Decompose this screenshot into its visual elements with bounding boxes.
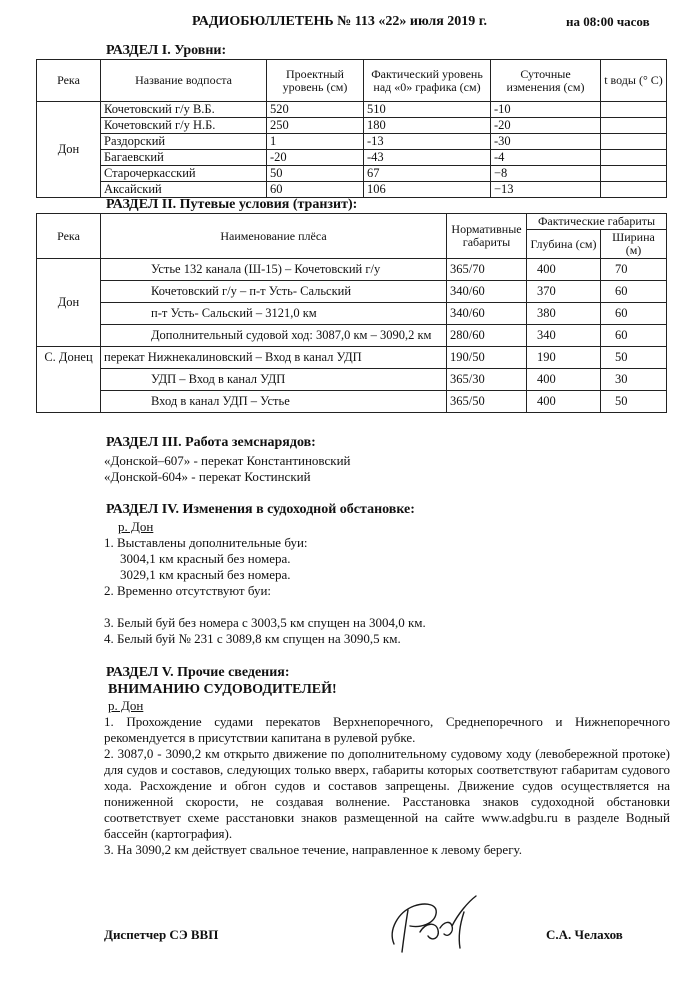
section-1-title: РАЗДЕЛ I. Уровни:: [106, 43, 227, 58]
post-cell: Аксайский: [101, 182, 267, 198]
width-cell: 60: [601, 303, 667, 325]
levels-col-design: Проектный уровень (см): [267, 60, 364, 102]
width-cell: 60: [601, 325, 667, 347]
dredger-line: «Донской–607» - перекат Константиновский: [104, 453, 351, 468]
temp-cell: [601, 166, 667, 182]
norm-cell: 365/50: [447, 391, 527, 413]
width-cell: 30: [601, 369, 667, 391]
post-cell: Багаевский: [101, 150, 267, 166]
levels-header-row: [37, 60, 667, 102]
section-4-river: р. Дон: [118, 519, 154, 534]
section-3-title: РАЗДЕЛ III. Работа земснарядов:: [106, 435, 316, 450]
signature-image: [380, 892, 490, 958]
transit-col-actual-group: Фактические габариты: [527, 214, 667, 230]
daily-cell: −13: [491, 182, 601, 198]
list-item: 2. Временно отсутствуют буи:: [104, 583, 272, 598]
table-row: [37, 325, 667, 347]
list-item: 3004,1 км красный без номера.: [120, 551, 291, 566]
width-cell: 50: [601, 391, 667, 413]
actual-cell: -13: [364, 134, 491, 150]
dredger-line: «Донской-604» - перекат Костинский: [104, 469, 311, 484]
design-cell: 50: [267, 166, 364, 182]
list-item: 4. Белый буй № 231 с 3089,8 км спущен на 3090,5 км.: [104, 631, 401, 646]
section-5-title: РАЗДЕЛ V. Прочие сведения:: [106, 665, 290, 680]
bulletin-time: на 08:00 часов: [566, 14, 650, 29]
transit-river-donets-cell: С. Донец: [37, 347, 101, 413]
table-row: [37, 118, 667, 134]
reach-cell: Дополнительный судовой ход: 3087,0 км – 3090,2 км: [101, 325, 447, 347]
section-5-river: р. Дон: [108, 698, 144, 713]
list-item: 3029,1 км красный без номера.: [120, 567, 291, 582]
section-4-title: РАЗДЕЛ IV. Изменения в судоходной обстановке:: [106, 502, 415, 517]
depth-cell: 400: [527, 391, 601, 413]
table-row: [37, 391, 667, 413]
depth-cell: 400: [527, 259, 601, 281]
table-row: [37, 259, 667, 281]
table-row: [37, 166, 667, 182]
depth-cell: 400: [527, 369, 601, 391]
table-row: [37, 102, 667, 118]
norm-cell: 190/50: [447, 347, 527, 369]
post-cell: Старочеркасский: [101, 166, 267, 182]
transit-col-depth: Глубина (см): [527, 230, 601, 259]
table-row: [37, 281, 667, 303]
table-row: [37, 134, 667, 150]
width-cell: 50: [601, 347, 667, 369]
actual-cell: 510: [364, 102, 491, 118]
design-cell: 520: [267, 102, 364, 118]
transit-river-don-cell: Дон: [37, 259, 101, 347]
reach-cell: Устье 132 канала (Ш-15) – Кочетовский г/у: [101, 259, 447, 281]
list-item: 3. Белый буй без номера с 3003,5 км спущен на 3004,0 км.: [104, 615, 426, 630]
design-cell: 60: [267, 182, 364, 198]
reach-cell: перекат Нижнекалиновский – Вход в канал УДП: [101, 347, 447, 369]
daily-cell: -10: [491, 102, 601, 118]
daily-cell: -30: [491, 134, 601, 150]
daily-cell: -20: [491, 118, 601, 134]
width-cell: 60: [601, 281, 667, 303]
levels-river-cell: Дон: [37, 102, 101, 198]
levels-table: [36, 59, 667, 198]
dispatcher-position: Диспетчер СЭ ВВП: [104, 927, 219, 942]
norm-cell: 340/60: [447, 303, 527, 325]
dispatcher-name: С.А. Челахов: [546, 927, 623, 942]
daily-cell: -4: [491, 150, 601, 166]
reach-cell: УДП – Вход в канал УДП: [101, 369, 447, 391]
depth-cell: 370: [527, 281, 601, 303]
depth-cell: 380: [527, 303, 601, 325]
levels-col-temp: t воды (° С): [601, 60, 667, 102]
table-row: [37, 347, 667, 369]
temp-cell: [601, 150, 667, 166]
actual-cell: 180: [364, 118, 491, 134]
norm-cell: 280/60: [447, 325, 527, 347]
levels-col-actual: Фактический уровень над «0» графика (см): [364, 60, 491, 102]
levels-col-post: Название водпоста: [101, 60, 267, 102]
temp-cell: [601, 134, 667, 150]
transit-col-normative: Нормативные габариты: [447, 214, 527, 259]
norm-cell: 365/30: [447, 369, 527, 391]
transit-col-river: Река: [37, 214, 101, 259]
attention-heading: ВНИМАНИЮ СУДОВОДИТЕЛЕЙ!: [108, 682, 337, 697]
table-row: [37, 369, 667, 391]
list-item: 3. На 3090,2 км действует свальное течение, направленное к левому берегу.: [104, 842, 522, 857]
daily-cell: −8: [491, 166, 601, 182]
table-row: [37, 182, 667, 198]
reach-cell: п-т Усть- Сальский – 3121,0 км: [101, 303, 447, 325]
actual-cell: 67: [364, 166, 491, 182]
temp-cell: [601, 182, 667, 198]
width-cell: 70: [601, 259, 667, 281]
design-cell: 1: [267, 134, 364, 150]
list-item: 1. Выставлены дополнительные буи:: [104, 535, 308, 550]
post-cell: Кочетовский г/у Н.Б.: [101, 118, 267, 134]
design-cell: 250: [267, 118, 364, 134]
bulletin-title: РАДИОБЮЛЛЕТЕНЬ № 113 «22» июля 2019 г.: [192, 14, 488, 29]
temp-cell: [601, 102, 667, 118]
table-row: [37, 150, 667, 166]
transit-col-width: Ширина (м): [601, 230, 667, 259]
depth-cell: 190: [527, 347, 601, 369]
transit-col-reach: Наименование плёса: [101, 214, 447, 259]
actual-cell: -43: [364, 150, 491, 166]
norm-cell: 340/60: [447, 281, 527, 303]
table-row: [37, 303, 667, 325]
actual-cell: 106: [364, 182, 491, 198]
transit-table: [36, 213, 667, 413]
list-item: 1. Прохождение судами перекатов Верхнепоречного, Среднепоречного и Нижнепоречного рекомендуется в присутствии капитана в рулевой рубке.: [104, 714, 670, 745]
reach-cell: Вход в канал УДП – Устье: [101, 391, 447, 413]
list-item: 2. 3087,0 - 3090,2 км открыто движение по дополнительному судовому ходу (левобережной протоке) для судов и составов, следующих только вверх, габариты которых соответствуют габаритам судового хода. Расхождение и обгон судов и составов запрещены. Движение судов осуществляется на пониженной скорости, не создавая волнение. Расстановка знаков судоходной обстановки соответствует схеме расстановки знаков размещенной на сайте www.adgbu.ru в разделе Водный бассейн (картография).: [104, 746, 670, 841]
transit-header-row: [37, 214, 667, 230]
levels-col-daily: Суточные изменения (см): [491, 60, 601, 102]
section-2-title: РАЗДЕЛ II. Путевые условия (транзит):: [106, 197, 358, 212]
design-cell: -20: [267, 150, 364, 166]
post-cell: Раздорский: [101, 134, 267, 150]
depth-cell: 340: [527, 325, 601, 347]
norm-cell: 365/70: [447, 259, 527, 281]
temp-cell: [601, 118, 667, 134]
levels-col-river: Река: [37, 60, 101, 102]
reach-cell: Кочетовский г/у – п-т Усть- Сальский: [101, 281, 447, 303]
post-cell: Кочетовский г/у В.Б.: [101, 102, 267, 118]
